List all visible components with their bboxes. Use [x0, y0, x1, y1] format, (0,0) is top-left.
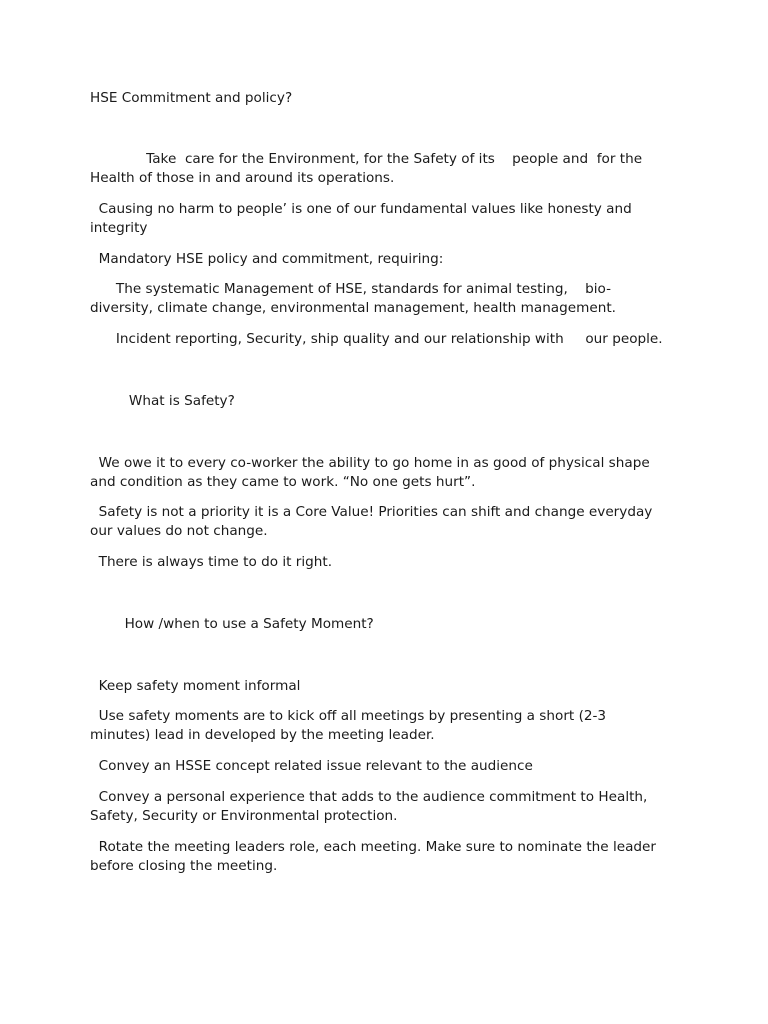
section-heading-hse-commitment: HSE Commitment and policy? — [90, 90, 293, 106]
paragraph-line: minutes) lead in developed by the meeting leader. — [90, 727, 435, 743]
paragraph-line: Causing no harm to people’ is one of our fundamental values like honesty and — [90, 201, 632, 217]
paragraph-line: and condition as they came to work. “No one gets hurt”. — [90, 474, 476, 490]
paragraph-line: Use safety moments are to kick off all meetings by presenting a short (2-3 — [90, 708, 607, 724]
section-heading-what-is-safety: What is Safety? — [90, 393, 235, 409]
paragraph-line: our values do not change. — [90, 523, 268, 539]
paragraph-line: before closing the meeting. — [90, 858, 278, 874]
paragraph-line: Mandatory HSE policy and commitment, requiring: — [90, 251, 444, 267]
paragraph-line: Keep safety moment informal — [90, 678, 301, 694]
paragraph-line: Safety is not a priority it is a Core Value! Priorities can shift and change everyday — [90, 504, 653, 520]
paragraph-line: Safety, Security or Environmental protection. — [90, 808, 398, 824]
paragraph-line: There is always time to do it right. — [90, 554, 333, 570]
paragraph-line: Rotate the meeting leaders role, each meeting. Make sure to nominate the leader — [90, 839, 657, 855]
paragraph-line: diversity, climate change, environmental management, health management. — [90, 300, 617, 316]
paragraph-line: Health of those in and around its operations. — [90, 170, 395, 186]
paragraph-line: Convey an HSSE concept related issue relevant to the audience — [90, 758, 533, 774]
paragraph-line: Take care for the Environment, for the Safety of its people and for the — [90, 151, 643, 167]
paragraph-line: integrity — [90, 220, 148, 236]
paragraph-line: Convey a personal experience that adds to the audience commitment to Health, — [90, 789, 648, 805]
paragraph-line: The systematic Management of HSE, standards for animal testing, bio- — [90, 281, 611, 297]
paragraph-line: Incident reporting, Security, ship quality and our relationship with our people. — [90, 331, 663, 347]
paragraph-line: We owe it to every co-worker the ability to go home in as good of physical shape — [90, 455, 650, 471]
section-heading-safety-moment: How /when to use a Safety Moment? — [90, 616, 374, 632]
